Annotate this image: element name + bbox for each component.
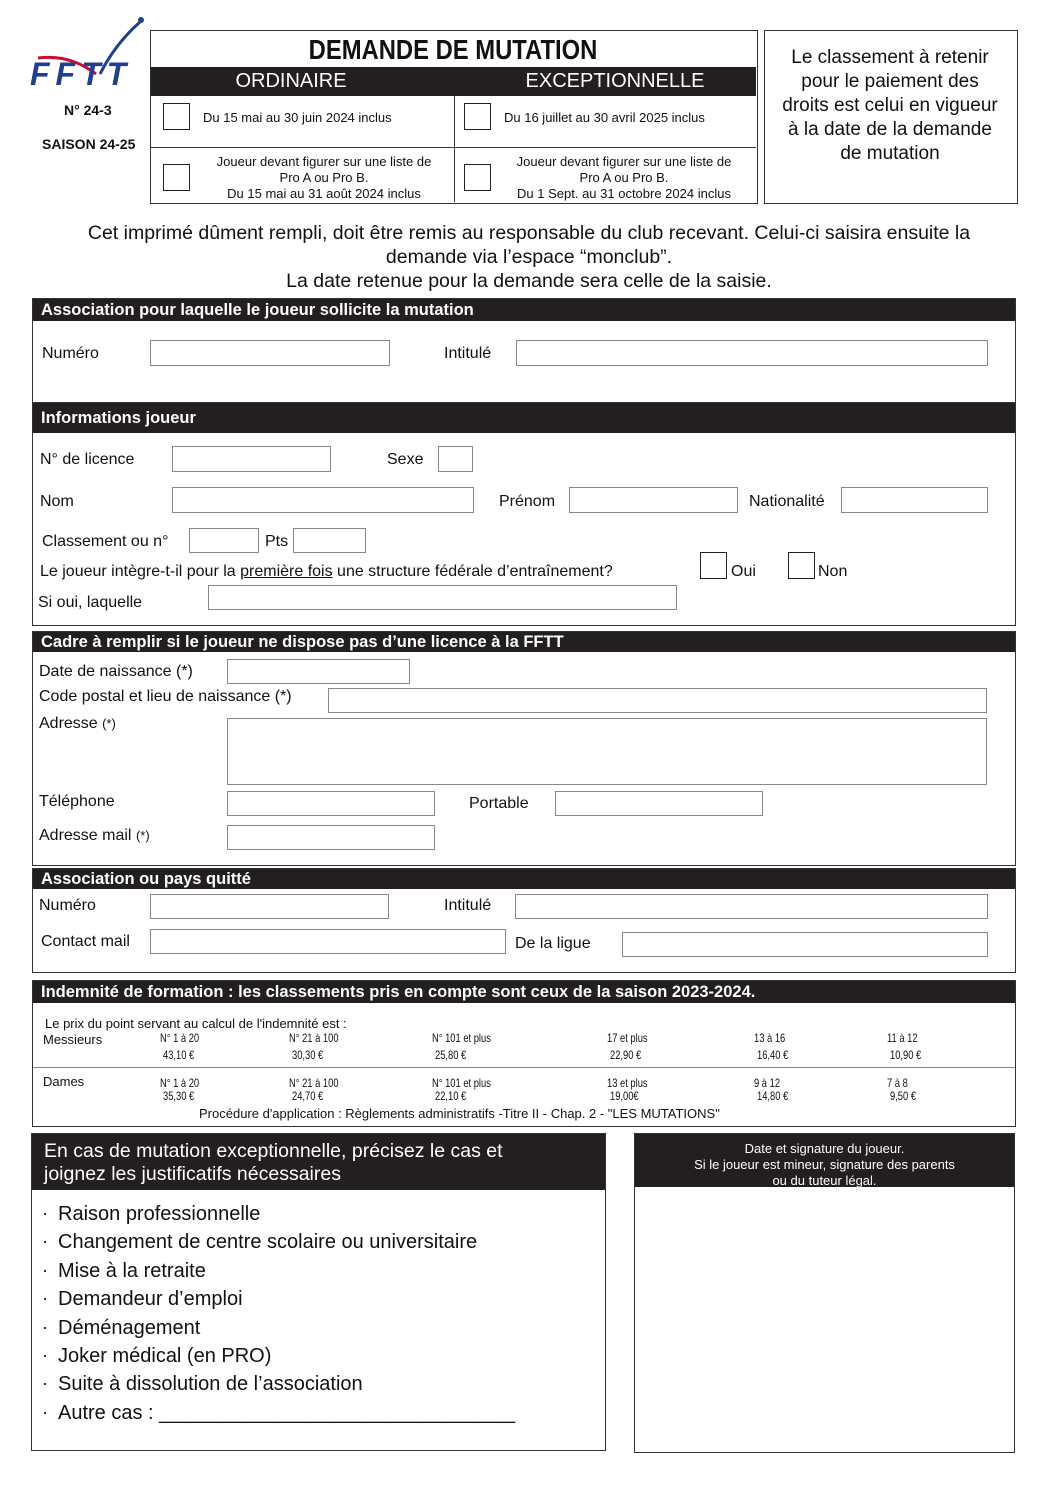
assoc-intitule-field[interactable] [516, 340, 988, 366]
dames-label: Dames [43, 1074, 85, 1089]
classement-note: Le classement à retenir pour le paiement des droits est celui en vigueur à la date de la demande de mutation [782, 47, 998, 164]
adresse-field[interactable] [227, 718, 987, 785]
portable-field[interactable] [555, 791, 763, 816]
quitte-intitule-field[interactable] [515, 894, 988, 919]
section-licence-title: Cadre à remplir si le joueur ne dispose pas d’une licence à la FFTT [33, 632, 1015, 652]
prix-point-text: Le prix du point servant au calcul de l'indemnité est : [45, 1016, 347, 1031]
messieurs-price: 22,90 € [610, 1048, 642, 1062]
section-assoc-title: Association pour laquelle le joueur sollicite la mutation [33, 299, 1015, 321]
licence-field[interactable] [172, 446, 331, 472]
exception-reason-label: Raison professionnelle [58, 1203, 261, 1225]
exception-reason-item [42, 1260, 206, 1283]
exception-reason-item [42, 1402, 515, 1425]
naissance-field[interactable] [227, 659, 410, 684]
messieurs-range: 17 et plus [607, 1031, 648, 1045]
section-joueur-title: Informations joueur [33, 403, 1015, 433]
season: SAISON 24-25 [42, 136, 136, 152]
exception-reason-label: Autre cas : ________________________________ [58, 1401, 516, 1424]
checkbox-ordinaire-2[interactable] [163, 164, 190, 191]
checkbox-exceptionnelle-1[interactable] [464, 103, 491, 130]
messieurs-price: 10,90 € [890, 1048, 922, 1062]
pts-label: Pts [265, 533, 289, 550]
form-number: N° 24-3 [64, 102, 112, 118]
dames-price: 19,00€ [610, 1089, 639, 1103]
pts-field[interactable] [293, 528, 366, 553]
exception-reason-label: Changement de centre scolaire ou universitaire [58, 1231, 478, 1254]
bullet: · [42, 1401, 48, 1422]
section-exceptionnelle-title: En cas de mutation exceptionnelle, précisez le cas et joignez les justificatifs nécessaires [32, 1134, 605, 1190]
bullet: · [42, 1203, 48, 1223]
cp-lieu-label: Code postal et lieu de naissance (*) [39, 688, 292, 705]
section-indemnite-title: Indemnité de formation : les classements pris en compte sont ceux de la saison 2023-2024. [33, 981, 1015, 1003]
exception-reason-item [42, 1373, 363, 1396]
exception-reason-label: Suite à dissolution de l’association [58, 1373, 363, 1396]
signature-title: Date et signature du joueur. Si le joueur est mineur, signature des parents ou du tuteur légal. [635, 1134, 1014, 1187]
non-checkbox[interactable] [788, 552, 815, 579]
portable-label: Portable [469, 795, 529, 812]
oui-checkbox[interactable] [700, 552, 727, 579]
contact-mail-label: Contact mail [41, 933, 130, 950]
si-oui-field[interactable] [208, 585, 677, 610]
bullet: · [42, 1373, 48, 1394]
checkbox-exceptionnelle-2[interactable] [464, 164, 491, 191]
assoc-numero-field[interactable] [150, 340, 390, 366]
messieurs-price: 43,10 € [163, 1048, 195, 1062]
messieurs-range: N° 1 à 20 [160, 1031, 200, 1045]
nationalite-label: Nationalité [749, 493, 825, 510]
nom-field[interactable] [172, 487, 474, 513]
dames-price: 9,50 € [890, 1089, 917, 1103]
label-exceptionnelle: EXCEPTIONNELLE [525, 70, 705, 92]
adresse-label: Adresse (*) [39, 715, 116, 732]
telephone-label: Téléphone [39, 793, 115, 810]
opt-ordinaire-1: Du 15 mai au 30 juin 2024 inclus [203, 110, 392, 125]
bullet: · [42, 1288, 48, 1309]
bullet: · [42, 1316, 48, 1337]
exception-reason-label: Demandeur d’emploi [58, 1288, 243, 1311]
contact-mail-field[interactable] [150, 929, 506, 954]
dames-price: 24,70 € [292, 1089, 324, 1103]
exception-reason-label: Mise à la retraite [58, 1259, 206, 1282]
messieurs-range: N° 101 et plus [432, 1031, 491, 1045]
classement-field[interactable] [189, 528, 259, 553]
naissance-label: Date de naissance (*) [39, 663, 193, 680]
non-label: Non [818, 563, 848, 580]
quitte-numero-field[interactable] [150, 894, 389, 919]
quitte-intitule-label: Intitulé [444, 897, 492, 914]
telephone-field[interactable] [227, 791, 435, 816]
assoc-intitule-label: Intitulé [444, 345, 492, 362]
form-title: DEMANDE DE MUTATION [308, 34, 598, 65]
opt-ordinaire-2: Joueur devant figurer sur une liste de Pro A ou Pro B. Du 15 mai au 31 août 2024 inclus [216, 154, 432, 201]
bullet: · [42, 1345, 48, 1365]
mail-label: Adresse mail (*) [39, 827, 150, 844]
licence-label: N° de licence [40, 451, 135, 468]
assoc-numero-label: Numéro [42, 345, 99, 362]
exception-reason-label: Joker médical (en PRO) [58, 1345, 272, 1367]
h-divider [151, 147, 756, 148]
dames-price: 14,80 € [757, 1089, 789, 1103]
ligue-field[interactable] [622, 932, 988, 957]
exception-reason-item [42, 1203, 260, 1226]
exception-reason-label: Déménagement [58, 1316, 201, 1339]
messieurs-range: 13 à 16 [754, 1031, 786, 1045]
label-ordinaire: ORDINAIRE [235, 70, 347, 92]
nom-label: Nom [40, 493, 74, 510]
dames-price: 22,10 € [435, 1089, 467, 1103]
ligue-label: De la ligue [515, 935, 591, 952]
rate-divider [33, 1067, 1015, 1068]
structure-question: Le joueur intègre-t-il pour la première fois une structure fédérale d’entraînement? [40, 563, 613, 580]
intro-text: Cet imprimé dûment rempli, doit être remis au responsable du club recevant. Celui-ci saisira ensuite la demande via l’espace “monclub”. La date retenue pour la demande sera celle de la saisie. [87, 222, 971, 292]
exception-reason-item [42, 1345, 271, 1368]
exception-reason-item [42, 1317, 200, 1340]
nationalite-field[interactable] [841, 487, 988, 513]
dames-price: 35,30 € [163, 1089, 195, 1103]
si-oui-label: Si oui, laquelle [38, 594, 143, 611]
sexe-field[interactable] [438, 446, 473, 472]
checkbox-ordinaire-1[interactable] [163, 103, 190, 130]
logo-text: FFTT [30, 56, 133, 92]
exception-reason-item [42, 1288, 243, 1311]
fftt-logo [30, 14, 150, 94]
messieurs-price: 25,80 € [435, 1048, 467, 1062]
prenom-field[interactable] [569, 487, 738, 513]
procedure-text: Procédure d'application : Règlements administratifs -Titre II - Chap. 2 - "LES MUTATIONS" [199, 1106, 720, 1121]
bullet: · [42, 1259, 48, 1280]
dames-range: 7 à 8 [887, 1076, 908, 1090]
v-divider [454, 96, 455, 202]
classement-label: Classement ou n° [42, 533, 169, 550]
dames-range: 13 et plus [607, 1076, 648, 1090]
quitte-numero-label: Numéro [39, 897, 96, 914]
dames-range: N° 1 à 20 [160, 1076, 200, 1090]
messieurs-price: 30,30 € [292, 1048, 324, 1062]
dames-range: N° 21 à 100 [289, 1076, 339, 1090]
bullet: · [42, 1231, 48, 1252]
messieurs-price: 16,40 € [757, 1048, 789, 1062]
exception-reason-item [42, 1231, 477, 1254]
opt-exceptionnelle-2: Joueur devant figurer sur une liste de Pro A ou Pro B. Du 1 Sept. au 31 octobre 2024 inclus [516, 154, 732, 201]
cp-lieu-field[interactable] [328, 688, 987, 713]
messieurs-label: Messieurs [43, 1032, 103, 1047]
dames-range: N° 101 et plus [432, 1076, 491, 1090]
messieurs-range: 11 à 12 [887, 1031, 918, 1045]
mail-field[interactable] [227, 825, 435, 850]
sexe-label: Sexe [387, 451, 424, 468]
messieurs-range: N° 21 à 100 [289, 1031, 339, 1045]
section-quitte-title: Association ou pays quitté [33, 869, 1015, 889]
prenom-label: Prénom [499, 493, 556, 510]
oui-label: Oui [731, 563, 756, 580]
opt-exceptionnelle-1: Du 16 juillet au 30 avril 2025 inclus [504, 110, 705, 125]
dames-range: 9 à 12 [754, 1076, 781, 1090]
